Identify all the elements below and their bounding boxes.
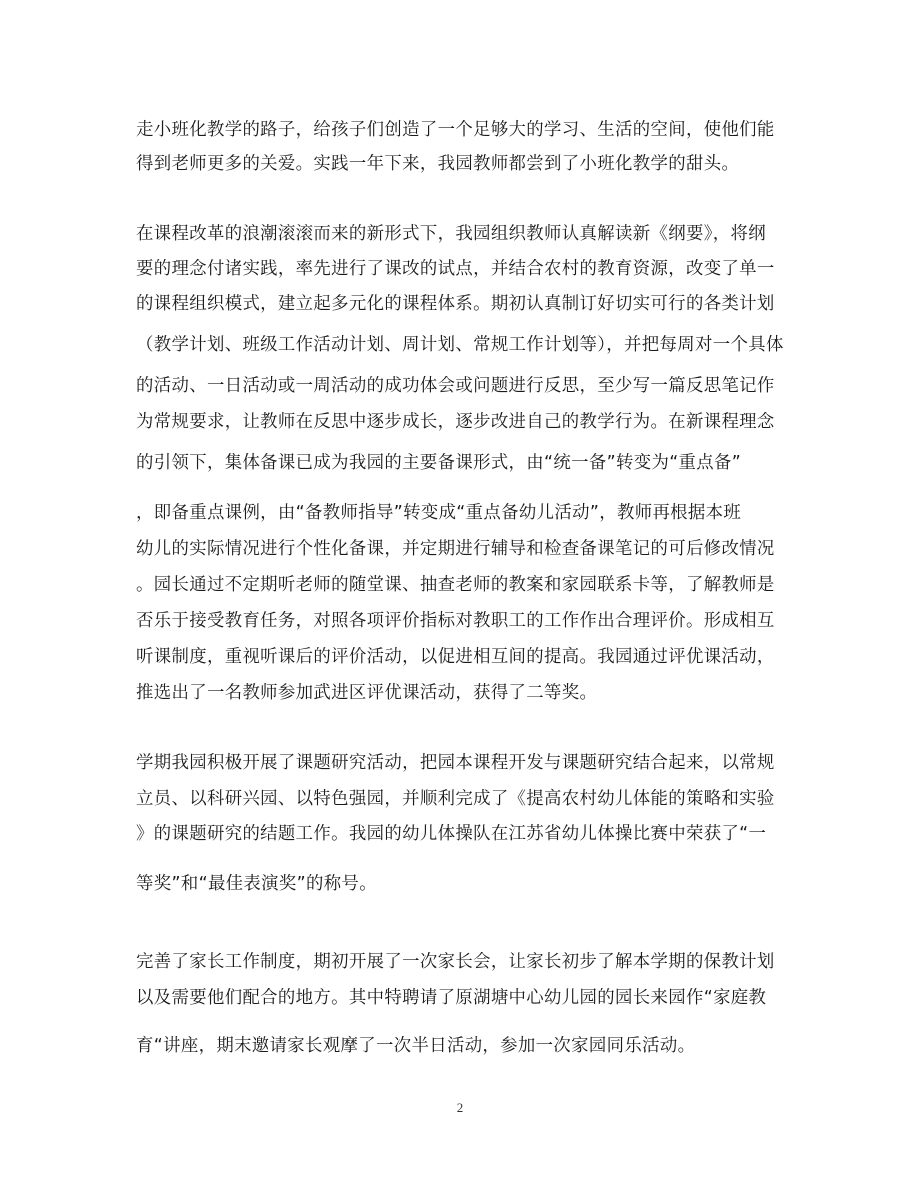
paragraph-2-line-12: 听课制度，重视听课后的评价活动，以促进相互间的提高。我园通过评优课活动， (136, 647, 775, 667)
paragraph-4-line-3: 育“讲座，期末邀请家长观摩了一次半日活动，参加一次家园同乐活动。 (136, 1036, 696, 1056)
paragraph-2-line-10: 。园长通过不定期听老师的随堂课、抽查老师的教案和家园联系卡等，了解教师是 (136, 575, 775, 595)
paragraph-2-line-13: 推选出了一名教师参加武进区评优课活动，获得了二等奖。 (136, 683, 598, 703)
paragraph-2-line-1: 在课程改革的浪潮滚滚而来的新形式下，我园组织教师认真解读新《纲要》，将纲 (136, 224, 766, 244)
paragraph-4-line-2: 以及需要他们配合的地方。其中特聘请了原湖塘中心幼儿园的园长来园作“家庭教 (136, 988, 767, 1008)
paragraph-2-line-2: 要的理念付诸实践，率先进行了课改的试点，并结合农村的教育资源，改变了单一 (136, 259, 775, 279)
paragraph-3-line-2: 立员、以科研兴园、以特色强园，并顺利完成了《提高农村幼儿体能的策略和实验 (136, 789, 775, 809)
page-number: 2 (456, 1100, 464, 1115)
paragraph-2-line-9: 幼儿的实际情况进行个性化备课，并定期进行辅导和检查备课笔记的可后修改情况 (136, 539, 775, 559)
paragraph-3-line-3: 》的课题研究的结题工作。我园的幼儿体操队在江苏省幼儿体操比赛中荣获了“一 (136, 824, 767, 844)
paragraph-2-line-5: 的活动、一日活动或一周活动的成功体会或问题进行反思，至少写一篇反思笔记作 (136, 376, 775, 396)
paragraph-2-line-4: （教学计划、班级工作活动计划、周计划、常规工作计划等），并把每周对一个具体 (136, 335, 784, 355)
paragraph-1-line-1: 走小班化教学的路子，给孩子们创造了一个足够大的学习、生活的空间，使他们能 (136, 120, 775, 140)
paragraph-3-line-1: 学期我园积极开展了课题研究活动，把园本课程开发与课题研究结合起来，以常规 (136, 753, 775, 773)
paragraph-3-line-4: 等奖”和“最佳表演奖”的称号。 (136, 874, 377, 894)
paragraph-2-line-11: 否乐于接受教育任务，对照各项评价指标对教职工的工作作出合理评价。形成相互 (136, 611, 775, 631)
paragraph-2-line-7: 的引领下，集体备课已成为我园的主要备课形式，由“统一备”转变为“重点备” (136, 453, 742, 473)
paragraph-4-line-1: 完善了家长工作制度，期初开展了一次家长会，让家长初步了解本学期的保教计划 (136, 952, 775, 972)
paragraph-2-line-3: 的课程组织模式，建立起多元化的课程体系。期初认真制订好切实可行的各类计划 (136, 294, 775, 314)
paragraph-2-line-6: 为常规要求，让教师在反思中逐步成长，逐步改进自己的教学行为。在新课程理念 (136, 412, 775, 432)
paragraph-2-line-8: ，即备重点课例，由“备教师指导”转变成“重点备幼儿活动”，教师再根据本班 (136, 503, 742, 523)
paragraph-1-line-2: 得到老师更多的关爱。实践一年下来，我园教师都尝到了小班化教学的甜头。 (136, 154, 740, 174)
